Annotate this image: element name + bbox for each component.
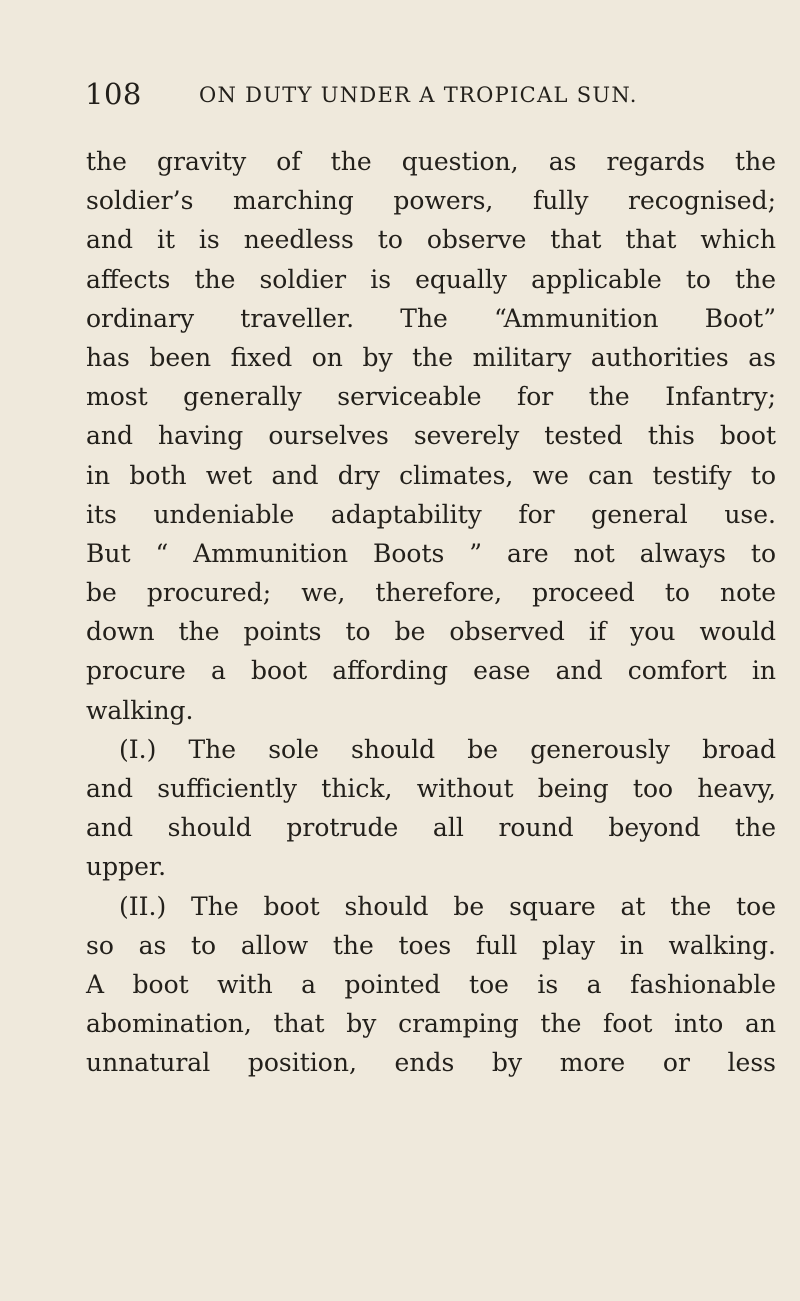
text-line: A boot with a pointed toe is a fashionable	[86, 969, 776, 999]
text-line: its undeniable adaptability for general use.	[86, 499, 776, 529]
page-number: 108	[85, 77, 142, 111]
text-line: (II.) The boot should be square at the toe	[119, 891, 776, 921]
text-line: and it is needless to observe that that which	[86, 225, 776, 255]
text-line: (I.) The sole should be generously broad	[119, 734, 776, 764]
text-line: upper.	[86, 852, 167, 882]
text-line: and sufficiently thick, without being too heavy,	[86, 774, 776, 803]
text-line: soldier’s marching powers, fully recognised;	[86, 186, 776, 216]
text-line: ordinary traveller. The “Ammunition Boot”	[86, 303, 776, 333]
page-header	[85, 74, 785, 114]
text-line: But “ Ammunition Boots ” are not always to	[86, 538, 776, 568]
text-line: has been fixed on by the military authorities as	[86, 342, 776, 372]
body-text	[86, 142, 776, 1083]
text-line: most generally serviceable for the Infantry;	[86, 382, 776, 412]
text-line: unnatural position, ends by more or less	[86, 1048, 776, 1078]
text-line: be procured; we, therefore, proceed to note	[86, 578, 776, 608]
text-line: the gravity of the question, as regards the	[86, 147, 776, 176]
text-line: in both wet and dry climates, we can testify to	[86, 460, 776, 490]
text-line: down the points to be observed if you would	[86, 617, 776, 647]
text-line: abomination, that by cramping the foot into an	[86, 1009, 776, 1039]
text-line: so as to allow the toes full play in walking.	[86, 930, 776, 960]
text-line: procure a boot affording ease and comfort in	[86, 656, 776, 686]
text-line: affects the soldier is equally applicable to the	[86, 264, 776, 294]
text-line: and having ourselves severely tested this boot	[86, 421, 776, 451]
running-head: ON DUTY UNDER A TROPICAL SUN.	[199, 83, 638, 107]
text-line: and should protrude all round beyond the	[86, 813, 776, 843]
text-line: walking.	[86, 695, 194, 725]
